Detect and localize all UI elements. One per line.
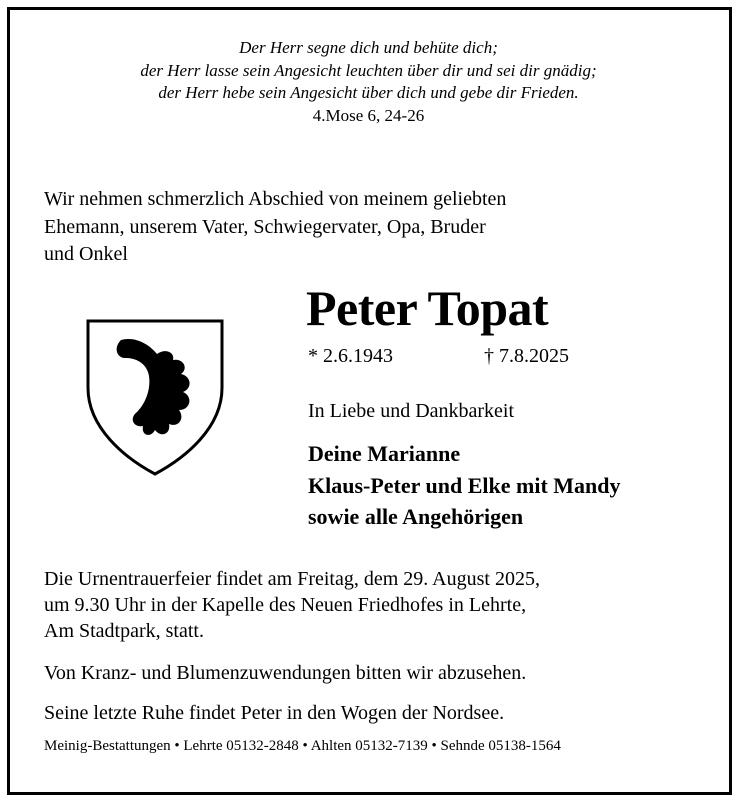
mourner-line: sowie alle Angehörigen	[308, 504, 524, 529]
birth-date: * 2.6.1943	[308, 345, 393, 367]
verse-line: Der Herr segne dich und behüte dich;	[239, 38, 498, 57]
bible-verse	[0, 37, 737, 127]
intro-line: Ehemann, unserem Vater, Schwiegervater, Opa, Bruder	[44, 215, 486, 238]
intro-line: Wir nehmen schmerzlich Abschied von meinem geliebten	[44, 188, 507, 210]
death-date: † 7.8.2025	[484, 345, 569, 367]
verse-reference: 4.Mose 6, 24-26	[312, 105, 425, 125]
mourner-line: Klaus-Peter und Elke mit Mandy	[308, 472, 621, 498]
flowers-note: Von Kranz- und Blumenzuwendungen bitten wir abzusehen.	[44, 662, 527, 684]
ceremony-notice	[44, 566, 704, 644]
ceremony-line: Am Stadtpark, statt.	[44, 620, 204, 642]
intro-text	[44, 186, 684, 269]
rest-note: Seine letzte Ruhe findet Peter in den Wogen der Nordsee.	[44, 702, 505, 724]
intro-line: und Onkel	[44, 243, 128, 265]
verse-line: der Herr lasse sein Angesicht leuchten über dir und sei dir gnädig;	[140, 60, 597, 80]
ceremony-line: um 9.30 Uhr in der Kapelle des Neuen Friedhofes in Lehrte,	[44, 594, 527, 616]
ceremony-line: Die Urnentrauerfeier findet am Freitag, dem 29. August 2025,	[44, 568, 540, 590]
farewell-phrase: In Liebe und Dankbarkeit	[308, 400, 515, 422]
verse-line: der Herr hebe sein Angesicht über dich und gebe dir Frieden.	[158, 83, 579, 102]
deceased-name: Peter Topat	[306, 280, 549, 336]
mourners-list	[308, 438, 621, 533]
funeral-home-contacts: Meinig-Bestattungen • Lehrte 05132-2848 • Ahlten 05132-7139 • Sehnde 05138-1564	[44, 738, 561, 754]
mourner-line: Deine Marianne	[308, 441, 461, 466]
oak-branch-shield-icon	[85, 318, 225, 478]
